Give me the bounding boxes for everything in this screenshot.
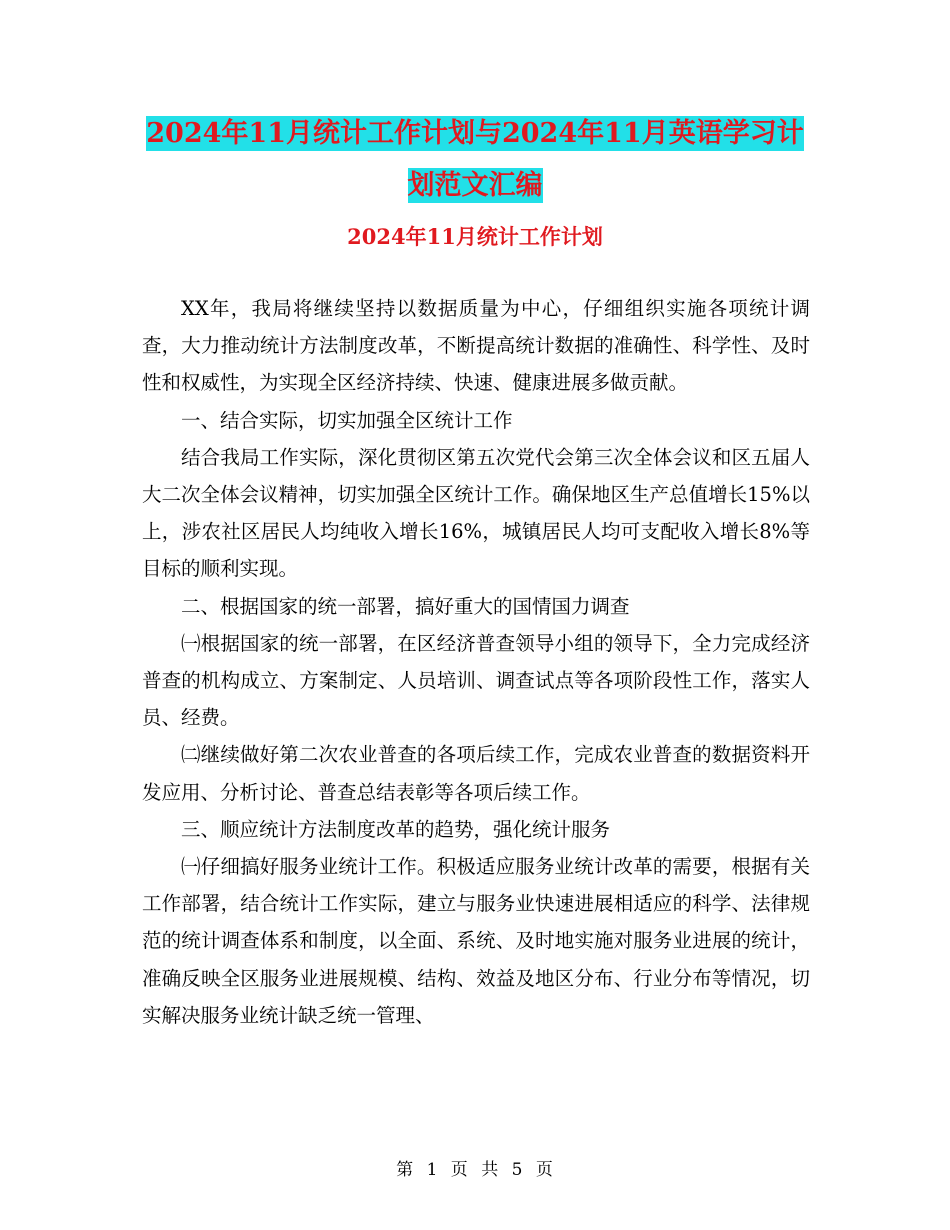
- paragraph: 结合我局工作实际，深化贯彻区第五次党代会第三次全体会议和区五届人大二次全体会议精神，切实加强全区统计工作。确保地区生产总值增长15%以上，涉农社区居民人均纯收入增长16%，城镇居民人均可支配收入增长8%等目标的顺利实现。: [142, 445, 810, 581]
- document-title: [140, 108, 810, 212]
- heading-3: 三、顺应统计方法制度改革的趋势，强化统计服务: [181, 817, 611, 841]
- paragraph: XX年，我局将继续坚持以数据质量为中心，仔细组织实施各项统计调查，大力推动统计方法制度改革，不断提高统计数据的准确性、科学性、及时性和权威性，为实现全区经济持续、快速、健康进展多做贡献。: [142, 297, 810, 395]
- document-body: [142, 290, 810, 1034]
- paragraph: ㈡继续做好第二次农业普查的各项后续工作，完成农业普查的数据资料开发应用、分析讨论、普查总结表彰等各项后续工作。: [142, 743, 810, 804]
- section-title: 2024年11月统计工作计划: [347, 224, 603, 249]
- document-title-line-2: 划范文汇编: [407, 170, 543, 201]
- page-number-footer: 第 1 页 共 5 页: [396, 1160, 554, 1180]
- heading-2: 二、根据国家的统一部署，搞好重大的国情国力调查: [181, 594, 630, 618]
- document-title-line-1: 2024年11月统计工作计划与2024年11月英语学习计: [146, 118, 804, 149]
- paragraph: ㈠根据国家的统一部署，在区经济普查领导小组的领导下，全力完成经济普查的机构成立、方案制定、人员培训、调查试点等各项阶段性工作，落实人员、经费。: [142, 631, 810, 730]
- heading-1: 一、结合实际，切实加强全区统计工作: [181, 408, 513, 432]
- paragraph: ㈠仔细搞好服务业统计工作。积极适应服务业统计改革的需要，根据有关工作部署，结合统计工作实际，建立与服务业快速进展相适应的科学、法律规范的统计调查体系和制度，以全面、系统、及时地实施对服务业进展的统计，准确反映全区服务业进展规模、结构、效益及地区分布、行业分布等情况，切实解决服务业统计缺乏统一管理、: [142, 855, 810, 1027]
